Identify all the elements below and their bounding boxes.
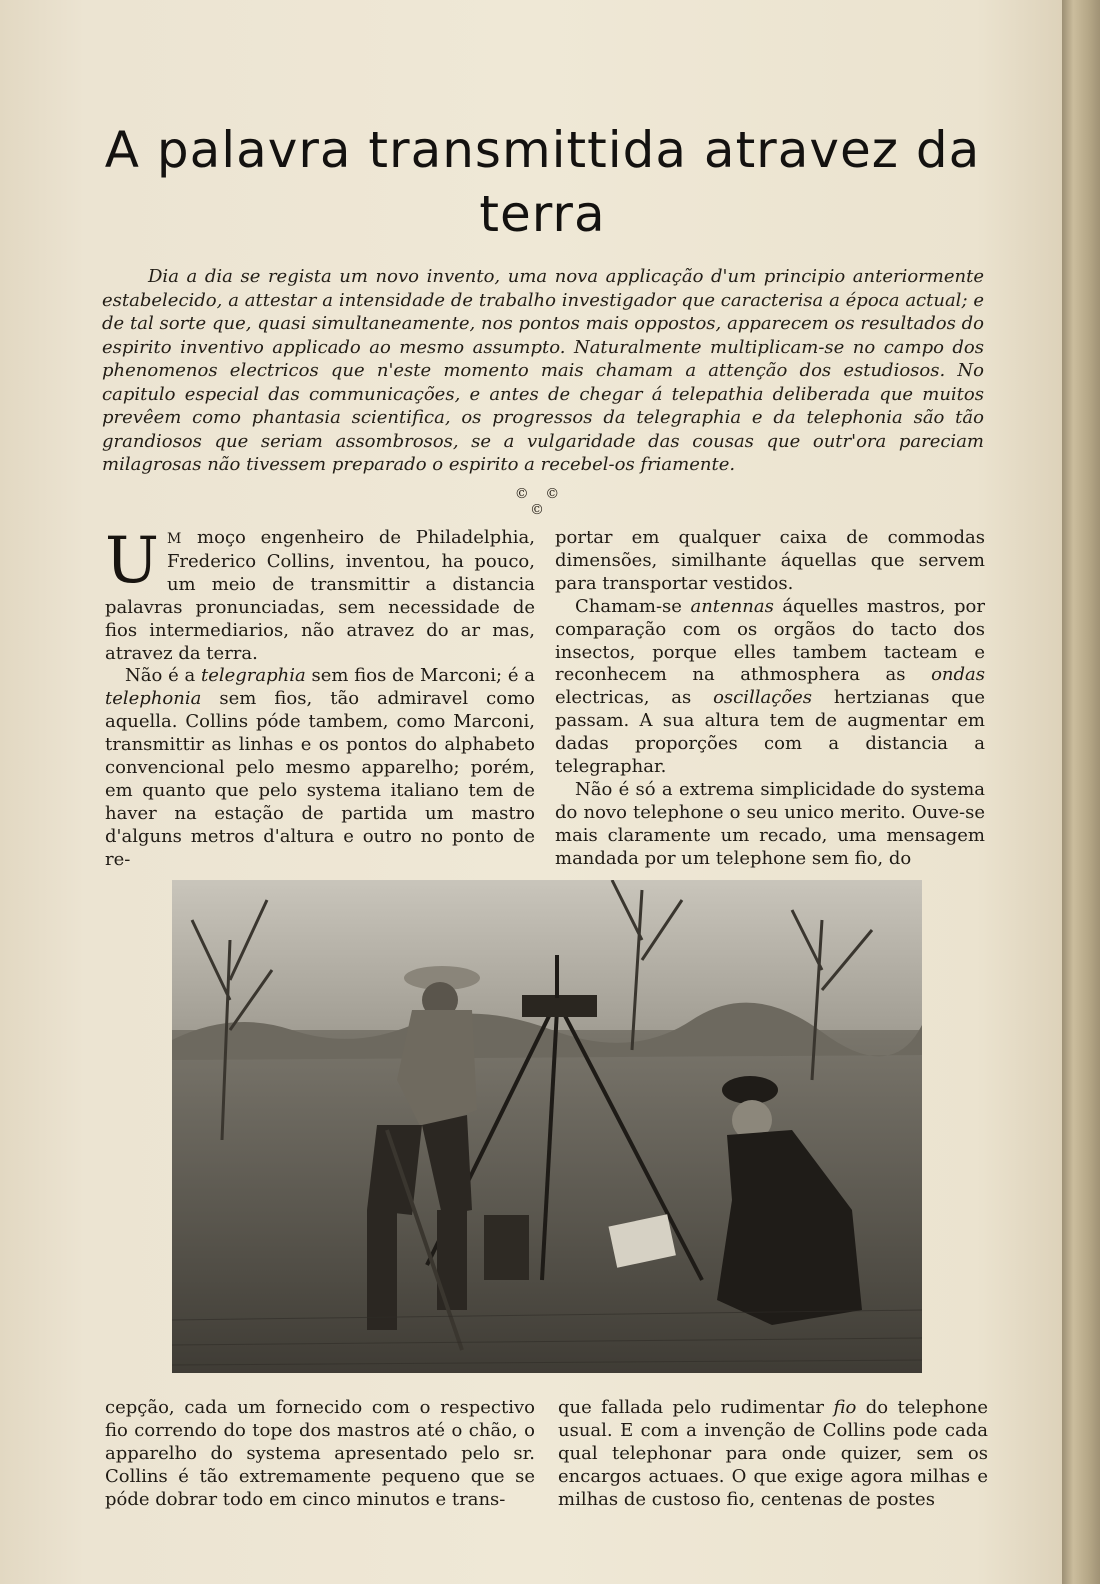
paragraph — [555, 596, 985, 779]
emphasis-text: telegraphia — [200, 665, 306, 687]
paragraph — [105, 524, 535, 665]
emphasis-text: oscillações — [713, 687, 813, 709]
paragraph-text: sem fios, tão admiravel como aquella. Collins póde tambem, como Marconi, transmittir as linhas e os pontos do alphabeto convencional pelo mesmo apparelho; porém, em quanto que pelo systema italiano tem de haver na estação de partida um mastro d'alguns metros d'altura e outro no ponto de re- — [105, 688, 535, 870]
small-caps-lead: M — [166, 531, 183, 547]
paragraph — [105, 665, 535, 871]
emphasis-text: telephonia — [105, 688, 202, 710]
text-column-left-bottom — [105, 1397, 535, 1512]
emphasis-text: fio — [833, 1397, 857, 1418]
section-ornament: © © © — [514, 486, 566, 518]
photograph-two-men-tripod-field-icon — [172, 880, 922, 1373]
paragraph-text: Não é a — [125, 665, 201, 687]
emphasis-text: ondas — [931, 664, 985, 686]
paragraph-text: do telephone usual. E com a invenção de Collins pode cada qual telephonar para onde quizer, sem os encargos actuaes. O que exige agora milhas e milhas de custoso fio, centenas de postes — [558, 1397, 988, 1510]
paragraph-text: hertzianas que passam. A sua altura tem de augmentar em dadas proporções com a distancia a telegraphar. — [555, 687, 985, 778]
paragraph: cepção, cada um fornecido com o respectivo fio correndo do tope dos mastros até o chão, o apparelho do systema apresentado pelo sr. Collins é tão extremamente pequeno que se póde dobrar todo em cinco minutos e trans- — [105, 1397, 535, 1510]
paragraph — [558, 1397, 988, 1512]
drop-cap: U — [105, 524, 159, 598]
article-title: A palavra transmittida atravez da terra — [104, 121, 981, 243]
paragraph: portar em qualquer caixa de commodas dimensões, similhante áquellas que servem para transportar vestidos. — [555, 527, 985, 594]
paragraph-text: sem fios de Marconi; é a — [305, 665, 535, 687]
paragraph: Não é só a extrema simplicidade do systema do novo telephone o seu unico merito. Ouve-se mais claramente um recado, uma mensagem mandada por um telephone sem fio, do — [555, 778, 985, 869]
photograph — [172, 880, 922, 1373]
book-spine — [1062, 0, 1100, 1584]
text-column-left-top — [105, 524, 535, 872]
paragraph-text: Chamam-se — [575, 595, 691, 617]
text-column-right-bottom — [558, 1397, 988, 1512]
paragraph-text: moço engenheiro de Philadelphia, Frederico Collins, inventou, ha pouco, um meio de transmittir a distancia palavras pronunciadas, sem necessidade de fios intermediarios, não atravez do ar mas, atravez da terra. — [105, 527, 535, 664]
paragraph-text: electricas, as — [555, 687, 714, 709]
paragraph-text: áquelles mastros, por comparação com os orgãos do tacto dos insectos, porque elles tambem tacteam e reconhecem na athmosphera as — [555, 595, 985, 686]
article-intro: Dia a dia se regista um novo invento, uma nova applicação d'um principio anteriormente estabelecido, a attestar a intensidade de trabalho investigador que caracterisa a época actual; e de tal sorte que, quasi simultaneamente, nos pontos mais oppostos, apparecem os resultados do espirito inventivo applicado ao mesmo assumpto. Naturalmente multiplicam-se no campo dos phenomenos electricos que n'este momento mais chamam a attenção dos estudiosos. No capitulo especial das communicações, e antes de chegar á telepathia deliberada que muitos prevêem como phantasia scientifica, os progressos da telegraphia e da telephonia são tão grandiosos que seriam assombrosos, se a vulgaridade das cousas que outr'ora pareciam milagrosas não tivessem preparado o espirito a recebel-os friamente. — [102, 266, 984, 475]
paragraph-text: que fallada pelo rudimentar — [558, 1397, 834, 1418]
emphasis-text: antennas — [690, 595, 774, 617]
text-column-right-top — [555, 527, 985, 871]
